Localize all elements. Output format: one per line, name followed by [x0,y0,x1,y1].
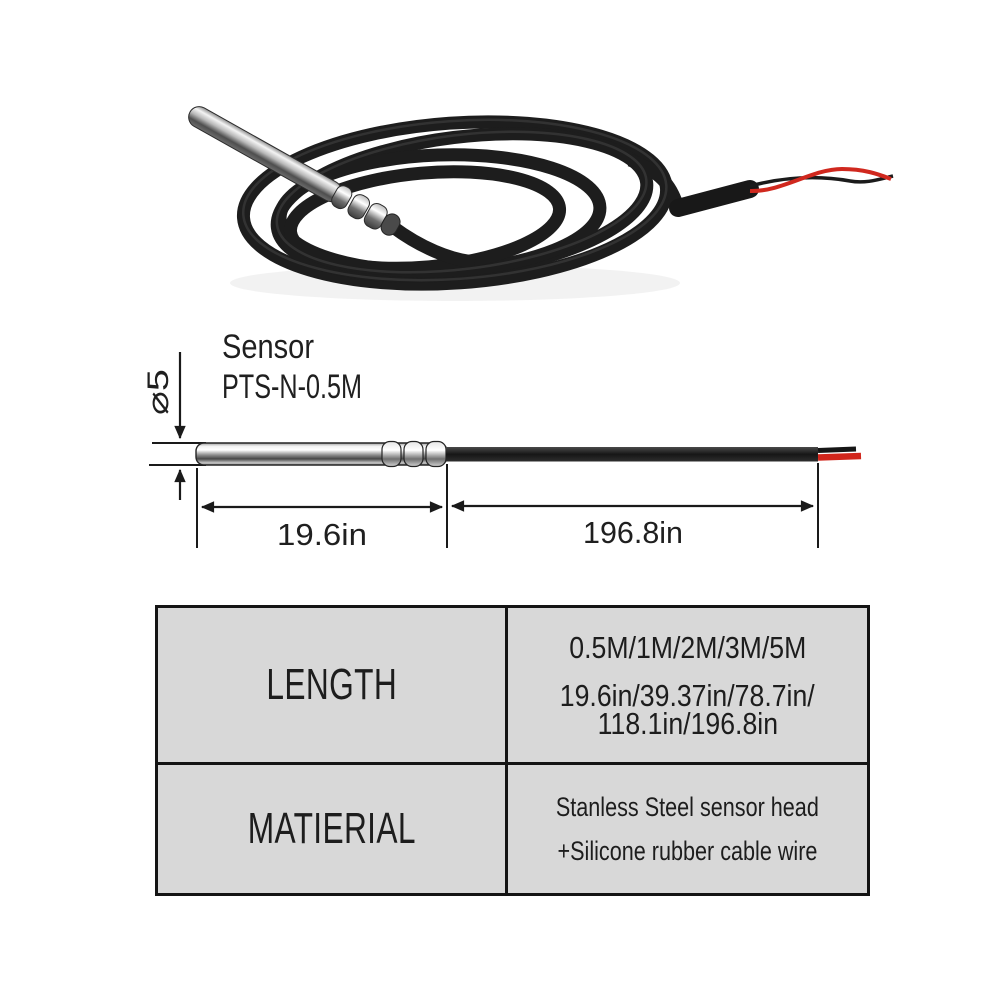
length-options-inches-2: 118.1in/196.8in [597,705,778,741]
diagram-title-line1: Sensor [222,330,314,366]
spec-label-material [158,765,508,893]
length-options-metric: 0.5M/1M/2M/3M/5M [568,629,807,665]
probe-drawing [196,442,447,467]
probe-length-label: 19.6in [277,517,367,552]
probe-length-dimension [197,464,447,552]
cable-length-label: 196.8in [583,515,683,550]
spec-label-length-text: LENGTH [266,660,397,709]
product-photo [0,55,1000,315]
diameter-label: ⌀5 [142,380,175,415]
diagram-title [222,330,362,406]
length-options-inches-1: 19.6in/39.37in/78.7in/ [560,677,815,713]
spec-table [155,605,870,896]
spec-label-length [158,608,508,765]
spec-value-length [508,608,867,765]
lead-wires [750,169,893,191]
cable-end-wire-black [818,449,856,451]
lead-wire-black [750,176,893,186]
cable-sleeve [678,189,750,208]
spec-value-material [508,765,867,893]
material-line-2: +Silicone rubber cable wire [557,836,818,866]
cable-length-dimension [452,463,818,550]
cable-drawing [446,447,861,462]
spec-label-material-text: MATIERIAL [247,804,416,853]
diagram-title-line2: PTS-N-0.5M [222,368,362,406]
dimension-diagram [0,330,1000,580]
material-line-1: Stanless Steel sensor head [556,792,819,822]
cable-end-wire-red [818,456,861,458]
